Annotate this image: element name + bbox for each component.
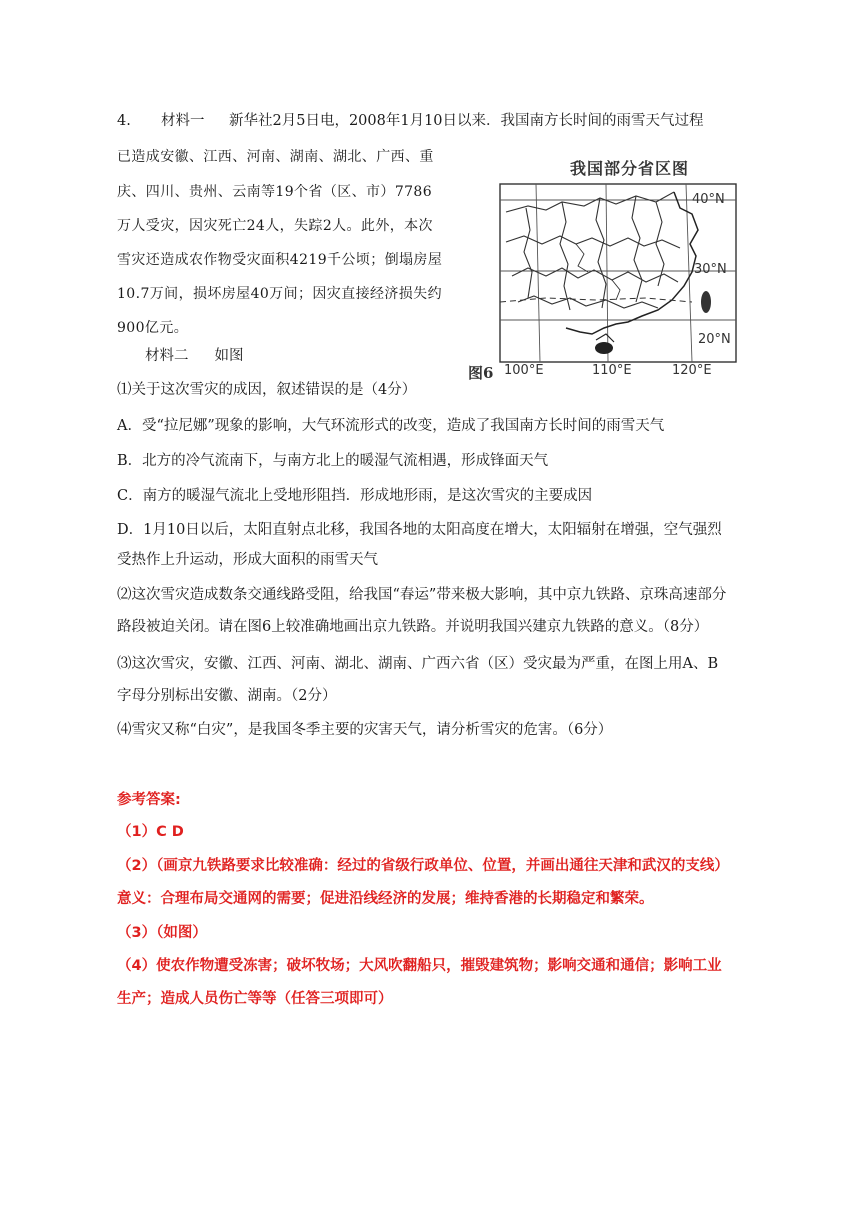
option-d-line2: 受热作上升运动，形成大面积的雨雪天气 bbox=[117, 552, 378, 568]
lon-label: 120°E bbox=[672, 363, 712, 378]
question-1: ⑴关于这次雪灾的成因，叙述错误的是（4分） bbox=[117, 382, 417, 398]
lon-label: 110°E bbox=[592, 363, 632, 378]
option-d-line1: D．1月10日以后，太阳直射点北移，我国各地的太阳高度在增大，太阳辐射在增强，空气强烈 bbox=[117, 522, 722, 538]
question-3-line1: ⑶这次雪灾，安徽、江西、河南、湖北、湖南、广西六省（区）受灾最为严重，在图上用A、B bbox=[117, 656, 719, 672]
material1-line: 已造成安徽、江西、河南、湖南、湖北、广西、重 bbox=[117, 149, 434, 165]
question-2-line1: ⑵这次雪灾造成数条交通线路受阻，给我国“春运”带来极大影响，其中京九铁路、京珠高速部分 bbox=[117, 587, 727, 603]
answer-1: （1）C D bbox=[117, 824, 184, 840]
lat-label: 30°N bbox=[694, 262, 727, 277]
lon-label: 100°E bbox=[504, 363, 544, 378]
map-title: 我国部分省区图 bbox=[570, 159, 690, 178]
material1-line: 庆、四川、贵州、云南等19个省（区、市）7786 bbox=[117, 184, 433, 200]
answer-4-line1: （4）使农作物遭受冻害；破坏牧场；大风吹翻船只，摧毁建筑物；影响交通和通信；影响工业 bbox=[117, 958, 722, 974]
option-b: B．北方的冷气流南下，与南方北上的暖湿气流相遇，形成锋面天气 bbox=[117, 453, 549, 469]
material1-line: 雪灾还造成农作物受灾面积4219千公顷；倒塌房屋 bbox=[117, 252, 443, 268]
material1-line: 万人受灾，因灾死亡24人，失踪2人。此外，本次 bbox=[117, 218, 433, 234]
answer-3: （3）（如图） bbox=[117, 925, 207, 941]
option-c: C．南方的暖湿气流北上受地形阻挡．形成地形雨，是这次雪灾的主要成因 bbox=[117, 488, 593, 504]
material2-text: 如图 bbox=[214, 348, 244, 364]
question-number: 4. bbox=[117, 113, 131, 129]
material1-first-line bbox=[117, 111, 704, 131]
lat-label: 40°N bbox=[692, 192, 725, 207]
material2-line bbox=[145, 346, 244, 366]
lat-label: 20°N bbox=[698, 332, 731, 347]
province-map-figure bbox=[466, 152, 742, 382]
option-a: A．受“拉尼娜”现象的影响，大气环流形式的改变，造成了我国南方长时间的雨雪天气 bbox=[117, 418, 665, 434]
answer-title: 参考答案: bbox=[117, 792, 181, 808]
question-3-line2: 字母分别标出安徽、湖南。（2分） bbox=[117, 688, 337, 704]
material1-text: 新华社2月5日电，2008年1月10日以来．我国南方长时间的雨雪天气过程 bbox=[229, 113, 704, 129]
material1-line: 900亿元。 bbox=[117, 320, 189, 336]
answer-2-line2: 意义：合理布局交通网的需要；促进沿线经济的发展；维持香港的长期稳定和繁荣。 bbox=[117, 891, 654, 907]
answer-2-line1: （2）（画京九铁路要求比较准确：经过的省级行政单位、位置，并画出通往天津和武汉的支线） bbox=[117, 858, 729, 874]
question-4: ⑷雪灾又称“白灾”，是我国冬季主要的灾害天气，请分析雪灾的危害。（6分） bbox=[117, 722, 613, 738]
question-2-line2: 路段被迫关闭。请在图6上较准确地画出京九铁路。并说明我国兴建京九铁路的意义。（8分） bbox=[117, 619, 709, 635]
material2-label: 材料二 bbox=[145, 348, 189, 364]
material1-line: 10.7万间，损坏房屋40万间；因灾直接经济损失约 bbox=[117, 286, 442, 302]
figure-label: 图6 bbox=[468, 364, 494, 382]
material1-label: 材料一 bbox=[161, 113, 205, 129]
answer-4-line2: 生产；造成人员伤亡等等（任答三项即可） bbox=[117, 991, 393, 1007]
